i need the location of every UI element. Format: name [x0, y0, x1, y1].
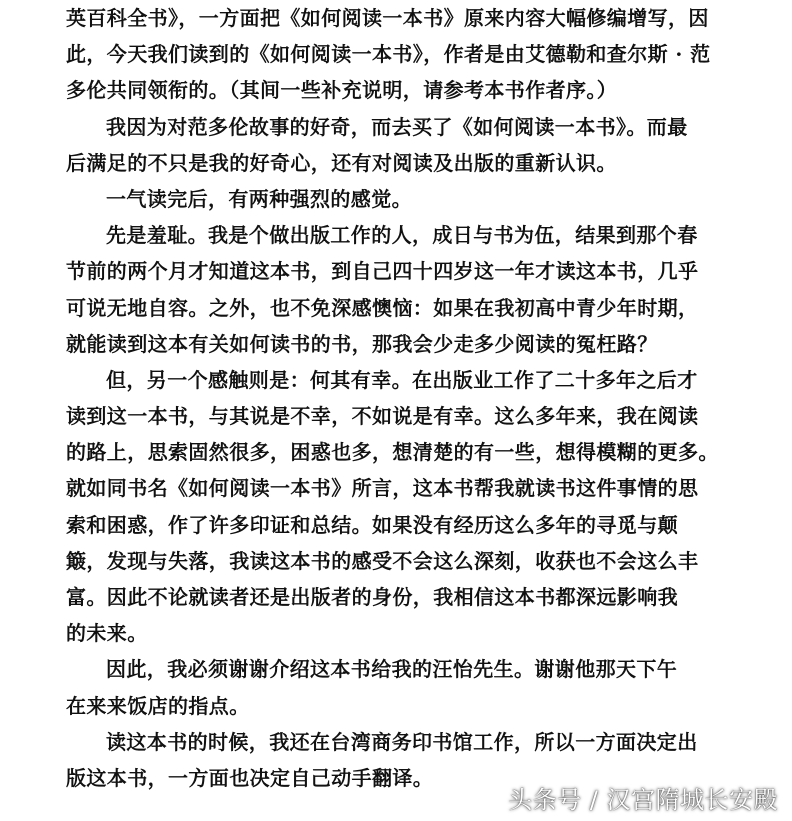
- text-line: 的未来。: [66, 621, 148, 646]
- text-line: 读到这一本书，与其说是不幸，不如说是有幸。这么多年来，我在阅读: [66, 404, 699, 429]
- text-line: 在来来饭店的指点。: [66, 693, 250, 718]
- text-line: 的路上，思索固然很多，困惑也多，想清楚的有一些，想得模糊的更多。: [66, 440, 719, 465]
- text-line: 可说无地自容。之外，也不免深感懊恼：如果在我初高中青少年时期，: [66, 295, 699, 320]
- text-line: 就能读到这本有关如何读书的书，那我会少走多少阅读的冤枉路？: [66, 331, 658, 356]
- text-line: 多伦共同领衔的。（其间一些补充说明，请参考本书作者序。）: [66, 78, 618, 103]
- paragraph-start-line: 因此，我必须谢谢介绍这本书给我的汪怡先生。谢谢他那天下午: [106, 657, 678, 682]
- text-line: 富。因此不论就读者还是出版者的身份，我相信这本书都深远影响我: [66, 585, 678, 609]
- paragraph-start-line: 一气读完后，有两种强烈的感觉。: [106, 186, 412, 211]
- text-line: 就如同书名《如何阅读一本书》所言，这本书帮我就读书这件事情的思: [66, 476, 699, 501]
- paragraph-start-line: 但，另一个感触则是：何其有幸。在出版业工作了二十多年之后才: [106, 367, 698, 392]
- paragraph-start-line: 读这本书的时候，我还在台湾商务印书馆工作，所以一方面决定出: [106, 729, 698, 754]
- text-line: 簸，发现与失落，我读这本书的感受不会这么深刻，收获也不会这么丰: [66, 548, 699, 573]
- text-line: 后满足的不只是我的好奇心，还有对阅读及出版的重新认识。: [66, 150, 617, 175]
- text-line: 节前的两个月才知道这本书，到自己四十四岁这一年才读这本书，几乎: [66, 259, 699, 284]
- text-line: 版这本书，一方面也决定自己动手翻译。: [66, 765, 434, 790]
- document-body: [66, 0, 726, 796]
- text-line: 英百科全书》，一方面把《如何阅读一本书》原来内容大幅修编增写，因: [66, 6, 709, 30]
- watermark-text: 头条号 / 汉宫隋城长安殿: [508, 786, 778, 814]
- text-line: 索和困惑，作了许多印证和总结。如果没有经历这么多年的寻觅与颠: [66, 512, 678, 537]
- paragraph-start-line: 我因为对范多伦故事的好奇，而去买了《如何阅读一本书》。而最: [106, 114, 688, 139]
- paragraph-start-line: 先是羞耻。我是个做出版工作的人，成日与书为伍，结果到那个春: [106, 223, 698, 248]
- text-line: 此，今天我们读到的《如何阅读一本书》，作者是由艾德勒和查尔斯 · 范: [66, 42, 711, 67]
